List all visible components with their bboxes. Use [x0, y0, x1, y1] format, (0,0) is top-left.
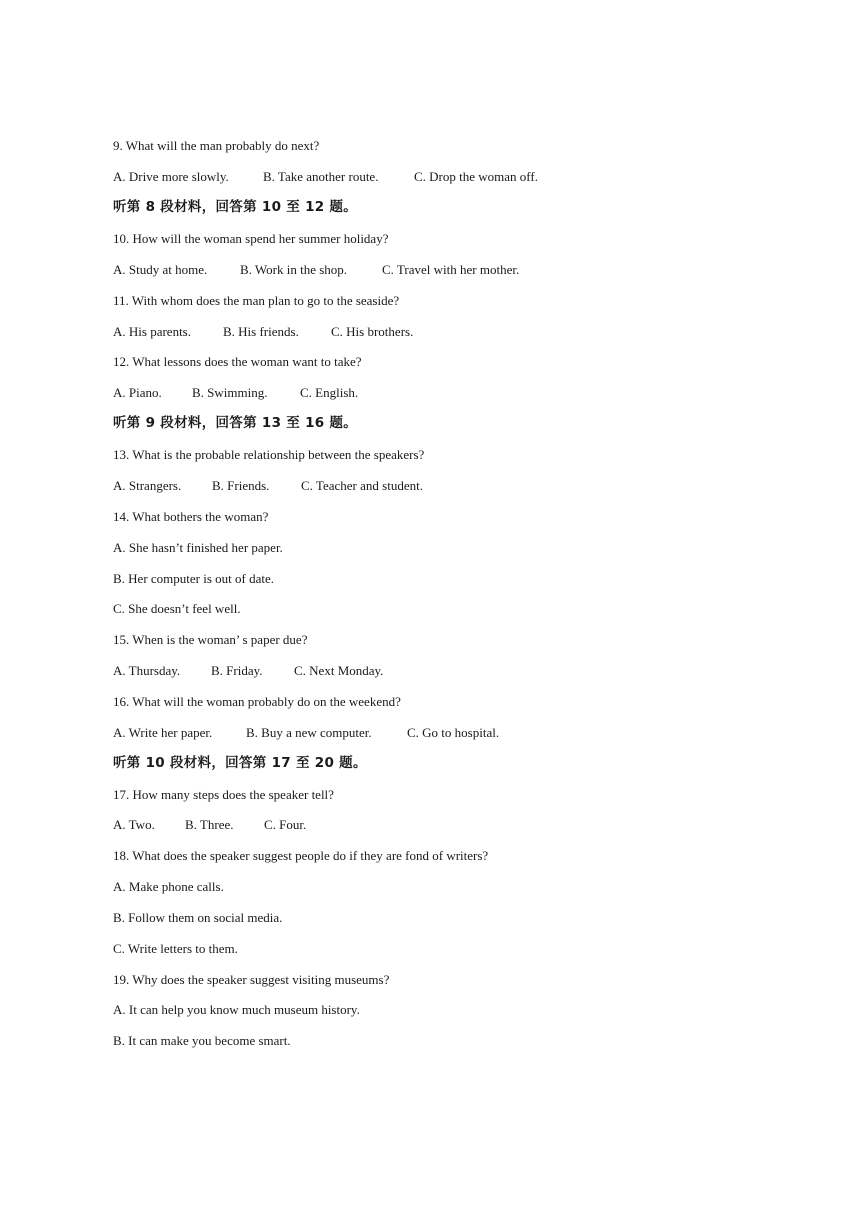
option-17a: A. Two. — [113, 817, 155, 832]
options-17 — [113, 817, 306, 833]
option-13c: C. Teacher and student. — [301, 478, 423, 493]
option-9a: A. Drive more slowly. — [113, 169, 229, 184]
question-18: 18. What does the speaker suggest people do if they are fond of writers? — [113, 848, 489, 863]
option-12a: A. Piano. — [113, 385, 162, 400]
option-14c: C. She doesn’t feel well. — [113, 601, 241, 616]
options-12 — [113, 385, 358, 401]
section-8-heading: 听第 8 段材料，回答第 10 至 12 题。 — [113, 199, 358, 215]
option-12b: B. Swimming. — [192, 385, 268, 400]
options-11 — [113, 324, 413, 340]
options-15 — [113, 663, 383, 679]
question-17: 17. How many steps does the speaker tell? — [113, 787, 334, 802]
option-12c: C. English. — [300, 385, 359, 400]
option-14a: A. She hasn’t finished her paper. — [113, 540, 283, 555]
question-16: 16. What will the woman probably do on the weekend? — [113, 694, 401, 709]
option-11a: A. His parents. — [113, 324, 191, 339]
question-14: 14. What bothers the woman? — [113, 509, 269, 524]
option-18a: A. Make phone calls. — [113, 879, 224, 894]
option-13b: B. Friends. — [212, 478, 270, 493]
option-11b: B. His friends. — [223, 324, 299, 339]
option-19a: A. It can help you know much museum history. — [113, 1002, 360, 1017]
question-12: 12. What lessons does the woman want to take? — [113, 354, 362, 369]
option-17c: C. Four. — [264, 817, 307, 832]
options-16 — [113, 725, 499, 741]
question-15: 15. When is the woman’ s paper due? — [113, 632, 308, 647]
option-15c: C. Next Monday. — [294, 663, 384, 678]
options-10 — [113, 262, 519, 278]
option-16c: C. Go to hospital. — [407, 725, 500, 740]
option-13a: A. Strangers. — [113, 478, 182, 493]
option-18b: B. Follow them on social media. — [113, 910, 283, 925]
question-19: 19. Why does the speaker suggest visiting museums? — [113, 972, 390, 987]
option-9b: B. Take another route. — [263, 169, 379, 184]
option-18c: C. Write letters to them. — [113, 941, 238, 956]
question-10: 10. How will the woman spend her summer holiday? — [113, 231, 389, 246]
option-11c: C. His brothers. — [331, 324, 414, 339]
option-15b: B. Friday. — [211, 663, 263, 678]
option-16a: A. Write her paper. — [113, 725, 213, 740]
section-9-heading: 听第 9 段材料，回答第 13 至 16 题。 — [113, 415, 358, 431]
option-15a: A. Thursday. — [113, 663, 181, 678]
option-10b: B. Work in the shop. — [240, 262, 348, 277]
question-13: 13. What is the probable relationship between the speakers? — [113, 447, 425, 462]
options-9 — [113, 169, 538, 185]
option-19b: B. It can make you become smart. — [113, 1033, 291, 1048]
option-16b: B. Buy a new computer. — [246, 725, 372, 740]
option-14b: B. Her computer is out of date. — [113, 571, 275, 586]
question-11: 11. With whom does the man plan to go to the seaside? — [113, 293, 400, 308]
options-13 — [113, 478, 423, 494]
section-10-heading: 听第 10 段材料，回答第 17 至 20 题。 — [113, 755, 367, 771]
option-10c: C. Travel with her mother. — [382, 262, 520, 277]
option-10a: A. Study at home. — [113, 262, 208, 277]
option-17b: B. Three. — [185, 817, 234, 832]
question-9: 9. What will the man probably do next? — [113, 138, 320, 153]
option-9c: C. Drop the woman off. — [414, 169, 538, 184]
